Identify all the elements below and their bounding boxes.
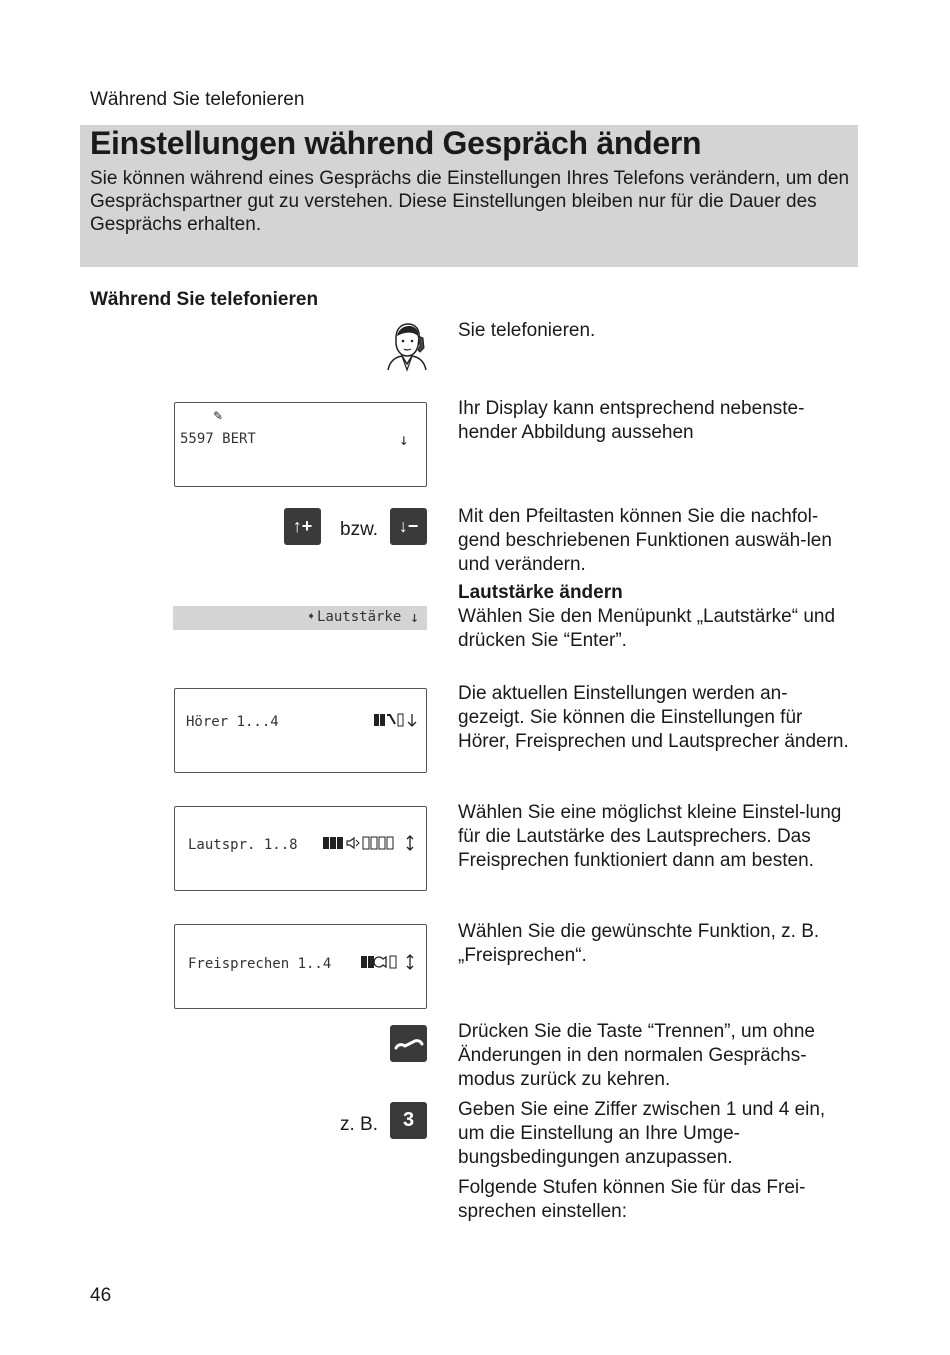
display-text: Freisprechen 1..4 xyxy=(188,956,332,972)
display-hoerer xyxy=(174,688,427,773)
arrow-up-plus-key[interactable]: ↑+ xyxy=(284,508,321,545)
step-7-text: Wählen Sie die gewünschte Funktion, z. B. „Freisprechen“. xyxy=(458,921,820,966)
step-2-text: Ihr Display kann entsprechend nebenste-hender Abbildung aussehen xyxy=(458,398,805,443)
subheading-lautstaerke: Lautstärke ändern xyxy=(458,582,623,603)
display-arrow: ↓ xyxy=(399,430,409,449)
display-lautsprecher xyxy=(174,806,427,891)
menu-pointer-icon: ➧ xyxy=(307,609,316,625)
step-10-text: Folgende Stufen können Sie für das Frei-sprechen einstellen: xyxy=(458,1177,806,1222)
zb-label: z. B. xyxy=(340,1114,379,1135)
step-5-text: Die aktuellen Einstellungen werden an-gezeigt. Sie können die Einstellungen für Hörer, Freisprechen und Lautsprecher ändern. xyxy=(458,683,849,752)
section-heading: Während Sie telefonieren xyxy=(90,289,319,310)
disconnect-key[interactable] xyxy=(390,1025,427,1062)
step-3-text: Mit den Pfeiltasten können Sie die nachfol-gend beschriebenen Funktionen auswäh-len und verändern. xyxy=(458,506,832,575)
page-title: Einstellungen während Gespräch ändern xyxy=(90,125,702,161)
freisprechen-level-icon xyxy=(361,953,419,971)
bzw-label: bzw. xyxy=(340,519,379,540)
display-freisprechen xyxy=(174,924,427,1009)
menu-text: Lautstärke xyxy=(317,609,402,625)
intro-text: Sie können während eines Gesprächs die Einstellungen Ihres Telefons verändern, um den Gesprächspartner gut zu verstehen. Diese Einstellungen bleiben nur für die Dauer des Gesprächs erhalten. xyxy=(90,168,850,235)
step-1-text: Sie telefonieren. xyxy=(458,320,596,341)
page-number: 46 xyxy=(90,1285,112,1306)
step-6-text: Wählen Sie eine möglichst kleine Einstel-lung für die Lautstärke des Lautsprechers. Das Freisprechen funktioniert dann am besten. xyxy=(458,802,842,871)
handset-icon: ✎ xyxy=(213,409,224,423)
title-box xyxy=(80,125,858,267)
display-idle xyxy=(174,402,427,487)
display-text: Lautspr. 1..8 xyxy=(188,837,298,853)
step-8-text: Drücken Sie die Taste “Trennen”, um ohne Änderungen in den normalen Gesprächs-modus zurück zu kehren. xyxy=(458,1021,815,1090)
step-9-text: Geben Sie eine Ziffer zwischen 1 und 4 ein, um die Einstellung an Ihre Umge-bungsbedingungen anzupassen. xyxy=(458,1099,826,1168)
arrow-down-icon: ↓ xyxy=(410,608,420,626)
person-phone-icon xyxy=(386,322,430,372)
level-bar-icon xyxy=(374,711,424,729)
display-text: Hörer 1...4 xyxy=(186,714,279,730)
digit-3-key[interactable]: 3 xyxy=(390,1102,427,1139)
step-4-text: Wählen Sie den Menüpunkt „Lautstärke“ und drücken Sie “Enter”. xyxy=(458,606,836,651)
speaker-level-icon xyxy=(323,834,419,852)
running-header: Während Sie telefonieren xyxy=(90,89,305,110)
menu-item-lautstaerke xyxy=(173,606,427,630)
display-text: 5597 BERT xyxy=(180,431,256,447)
arrow-down-minus-key[interactable]: ↓− xyxy=(390,508,427,545)
